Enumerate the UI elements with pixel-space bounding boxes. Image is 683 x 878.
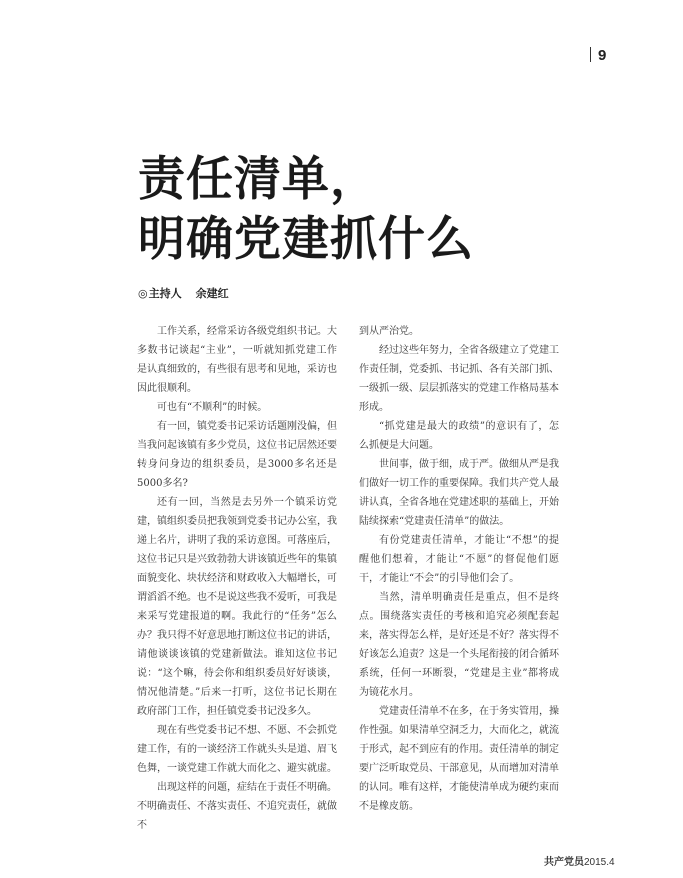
body-paragraph: 当然，清单明确责任是重点，但不是终点。围绕落实责任的考核和追究必须配套起来，落实得怎么样，是好还是不好？落实得不好该怎么追责？这是一个头尾衔接的闭合循环系统，任何一环断裂，“党建是主业”都将成为镜花水月。 (359, 592, 559, 698)
host-name: 余建红 (195, 287, 229, 300)
body-paragraph: 世间事，做于细，成于严。做细从严是我们做好一切工作的重要保障。我们共产党人最讲认真，全省各地在党建述职的基础上，开始陆续探索“党建责任清单”的做法。 (359, 459, 559, 527)
body-paragraph: 经过这些年努力，全省各级建立了党建工作责任制，党委抓、书记抓、各有关部门抓、一级抓一级、层层抓落实的党建工作格局基本形成。 (359, 345, 559, 413)
body-paragraph: 工作关系，经常采访各级党组织书记。大多数书记谈起“主业”，一听就知抓党建工作是认真细致的，有些很有思考和见地，采访也因此很顺利。 (137, 326, 337, 394)
issue-number: 2015.4 (584, 857, 615, 868)
body-paragraph: 到从严治党。 (359, 326, 419, 337)
body-paragraph: 可也有“不顺利”的时候。 (157, 402, 268, 413)
body-column-left (137, 322, 337, 835)
body-paragraph: 党建责任清单不在多，在于务实管用，操作性强。如果清单空洞乏力，大而化之，就流于形式，起不到应有的作用。责任清单的制定要广泛听取党员、干部意见，从而增加对清单的认同。唯有这样，才能使清单成为硬约束而不是橡皮筋。 (359, 706, 559, 812)
article-title-line-2: 明确党建抓什么 (138, 212, 474, 267)
article-title-line-1: 责任清单， (138, 152, 378, 207)
page-number: 9 (590, 47, 606, 64)
host-byline (138, 285, 229, 301)
magazine-footer (544, 853, 615, 868)
body-paragraph: 还有一回，当然是去另外一个镇采访党建，镇组织委员把我领到党委书记办公室，我递上名片，讲明了我的采访意图。可落座后，这位书记只是兴致勃勃大讲该镇近些年的集镇面貌变化、块状经济和财政收入大幅增长，可谓滔滔不绝。也不是说这些我不爱听，可我是来采写党建报道的啊。我此行的“任务”怎么办？我只得不好意思地打断这位书记的讲话，请他谈谈该镇的党建新做法。谁知这位书记说：“这个嘛，待会你和组织委员好好谈谈，情况他清楚。”后来一打听，这位书记长期在政府部门工作，担任镇党委书记没多久。 (137, 497, 337, 717)
body-paragraph: 出现这样的问题，症结在于责任不明确。不明确责任、不落实责任、不追究责任，就做不 (137, 782, 337, 831)
article-title (138, 150, 658, 270)
body-paragraph: 有一回，镇党委书记采访话题刚没偏，但当我问起该镇有多少党员，这位书记居然还要转身问身边的组织委员，是3000多名还是5000多名? (137, 421, 337, 489)
body-column-right (359, 322, 559, 816)
host-label: 主持人 (148, 287, 182, 300)
body-paragraph: “抓党建是最大的政绩”的意识有了，怎么抓便是大问题。 (359, 421, 559, 451)
magazine-logo: 共产党员 (544, 857, 584, 868)
body-paragraph: 有份党建责任清单，才能让“不想”的提醒他们想着，才能让“不愿”的督促他们愿干，才能让“不会”的引导他们会了。 (359, 535, 559, 584)
body-paragraph: 现在有些党委书记不想、不愿、不会抓党建工作，有的一谈经济工作就头头是道、眉飞色舞，一谈党建工作就大而化之、避实就虚。 (137, 725, 337, 774)
bullet-icon: ◎ (138, 287, 148, 300)
